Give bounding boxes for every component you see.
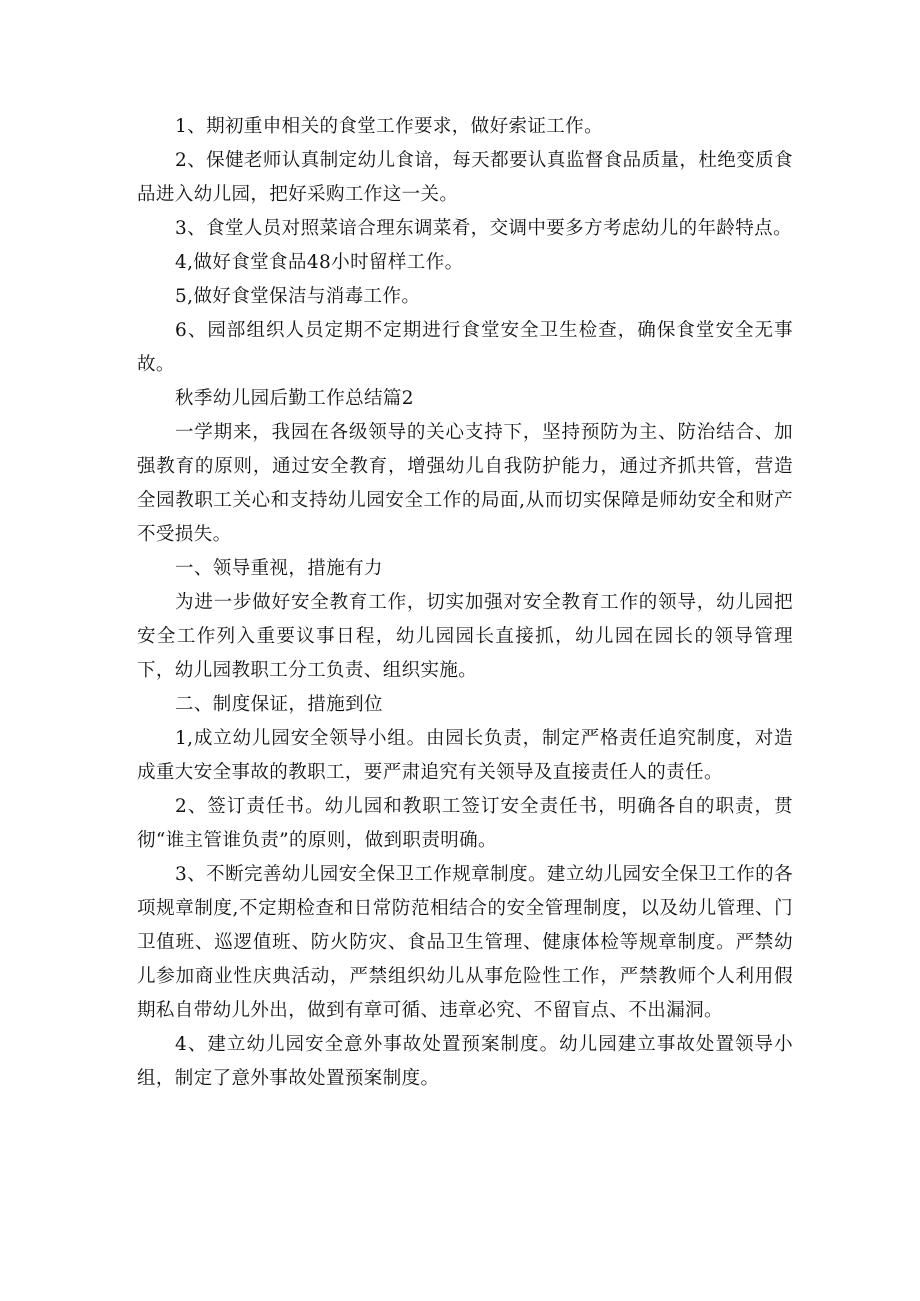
intro-paragraph: 一学期来，我园在各级领导的关心支持下，坚持预防为主、防治结合、加强教育的原则，通过安全教育，增强幼儿自我防护能力，通过齐抓共管，营造全园教职工关心和支持幼儿园安全工作的局面,从而切实保障是师幼安全和财产不受损失。 — [137, 422, 793, 545]
paragraph-item-3: 3、食堂人员对照菜谙合理东调菜肴，交调中要多方考虑幼儿的年龄特点。 — [175, 218, 792, 239]
section-heading-1: 一、领导重视，措施有力 — [175, 558, 383, 579]
document-body — [137, 110, 793, 1096]
paragraph-item-6: 6、园部组织人员定期不定期进行食堂安全卫生检查，确保食堂安全无事故。 — [137, 320, 793, 375]
section-2-item-1: 1,成立幼儿园安全领导小组。由园长负责，制定严格责任追究制度，对造成重大安全事故的教职工，要严肃追究有关领导及直接责任人的责任。 — [137, 728, 793, 783]
section-title: 秋季幼儿园后勤工作总结篇2 — [175, 388, 414, 409]
paragraph-item-1: 1、期初重申相关的食堂工作要求，做好索证工作。 — [175, 116, 603, 137]
paragraph-item-5: 5,做好食堂保洁与消毒工作。 — [175, 286, 421, 307]
section-heading-2: 二、制度保证，措施到位 — [175, 694, 383, 715]
paragraph-item-2: 2、保健老师认真制定幼儿食谙，每天都要认真监督食品质量，杜绝变质食品进入幼儿园，把好采购工作这一关。 — [137, 150, 793, 205]
section-2-item-3: 3、不断完善幼儿园安全保卫工作规章制度。建立幼儿园安全保卫工作的各项规章制度,不定期检查和日常防范相结合的安全管理制度，以及幼儿管理、门卫值班、巡逻值班、防火防灾、食品卫生管理、健康体检等规章制度。严禁幼儿参加商业性庆典活动，严禁组织幼儿从事危险性工作，严禁教师个人利用假期私自带幼儿外出，做到有章可循、违章必究、不留盲点、不出漏洞。 — [137, 864, 793, 1021]
section-2-item-2: 2、签订责任书。幼儿园和教职工签订安全责任书，明确各自的职责，贯彻“谁主管谁负责”的原则，做到职责明确。 — [137, 796, 793, 851]
section-1-paragraph: 为进一步做好安全教育工作，切实加强对安全教育工作的领导，幼儿园把安全工作列入重要议事日程，幼儿园园长直接抓，幼儿园在园长的领导管理下，幼儿园教职工分工负责、组织实施。 — [137, 592, 793, 681]
paragraph-item-4: 4,做好食堂食品48小时留样工作。 — [175, 252, 464, 273]
section-2-item-4: 4、建立幼儿园安全意外事故处置预案制度。幼儿园建立事故处置领导小组，制定了意外事故处置预案制度。 — [137, 1034, 793, 1089]
